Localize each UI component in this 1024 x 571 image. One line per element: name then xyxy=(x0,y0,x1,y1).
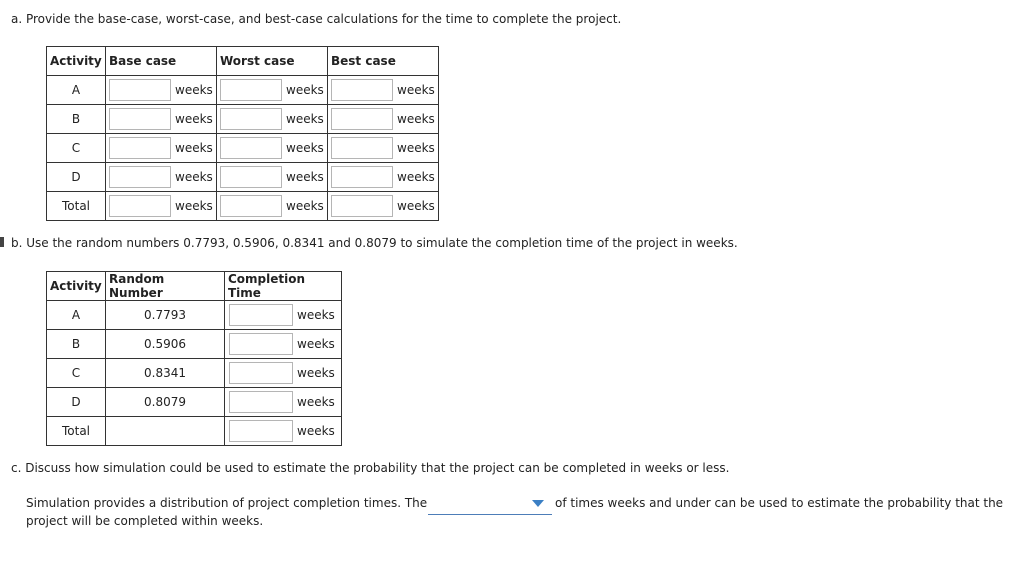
best-case-cell xyxy=(328,76,439,105)
header-activity: Activity xyxy=(47,272,106,301)
unit-label: weeks xyxy=(175,83,213,97)
best-case-cell xyxy=(328,134,439,163)
answer-sentence-start: Simulation provides a distribution of project completion times. The xyxy=(26,496,428,510)
base-case-input[interactable] xyxy=(109,137,171,159)
unit-label: weeks xyxy=(286,141,324,155)
unit-label: weeks xyxy=(297,308,335,322)
activity-label: D xyxy=(47,388,106,417)
worst-case-input[interactable] xyxy=(220,108,282,130)
unit-label: weeks xyxy=(297,366,335,380)
best-case-input[interactable] xyxy=(331,195,393,217)
activity-label: D xyxy=(47,163,106,192)
table-row xyxy=(47,105,439,134)
base-case-input[interactable] xyxy=(109,195,171,217)
unit-label: weeks xyxy=(286,83,324,97)
activity-label: A xyxy=(47,76,106,105)
worst-case-cell xyxy=(217,192,328,221)
base-case-cell xyxy=(106,134,217,163)
unit-label: weeks xyxy=(297,395,335,409)
table-row xyxy=(47,134,439,163)
part-b-question: b. Use the random numbers 0.7793, 0.5906, 0.8341 and 0.8079 to simulate the completion time of the project in weeks. xyxy=(11,236,738,250)
worst-case-input[interactable] xyxy=(220,195,282,217)
unit-label: weeks xyxy=(397,170,435,184)
activity-label: Total xyxy=(47,192,106,221)
worst-case-input[interactable] xyxy=(220,166,282,188)
completion-time-input[interactable] xyxy=(229,420,293,442)
unit-label: weeks xyxy=(175,112,213,126)
answer-sentence-end: of times weeks and under can be used to estimate the probability that the xyxy=(555,496,1004,510)
activity-label: C xyxy=(47,134,106,163)
unit-label: weeks xyxy=(175,170,213,184)
base-case-cell xyxy=(106,76,217,105)
table-header-row xyxy=(47,47,439,76)
completion-time-cell xyxy=(225,388,342,417)
worst-case-cell xyxy=(217,163,328,192)
base-worst-best-table xyxy=(46,46,439,221)
unit-label: weeks xyxy=(297,424,335,438)
worst-case-cell xyxy=(217,76,328,105)
unit-label: weeks xyxy=(397,141,435,155)
random-number: 0.8341 xyxy=(106,359,225,388)
base-case-cell xyxy=(106,192,217,221)
best-case-input[interactable] xyxy=(331,108,393,130)
header-best-case: Best case xyxy=(328,47,439,76)
completion-time-input[interactable] xyxy=(229,304,293,326)
unit-label: weeks xyxy=(286,170,324,184)
activity-label: B xyxy=(47,330,106,359)
dropdown-arrow-icon xyxy=(532,500,544,507)
unit-label: weeks xyxy=(397,83,435,97)
worst-case-cell xyxy=(217,105,328,134)
header-activity: Activity xyxy=(47,47,106,76)
completion-time-input[interactable] xyxy=(229,333,293,355)
activity-label: Total xyxy=(47,417,106,446)
table-row xyxy=(47,301,342,330)
unit-label: weeks xyxy=(175,141,213,155)
header-worst-case: Worst case xyxy=(217,47,328,76)
proportion-dropdown[interactable] xyxy=(428,495,552,515)
best-case-cell xyxy=(328,105,439,134)
completion-time-cell xyxy=(225,359,342,388)
unit-label: weeks xyxy=(286,199,324,213)
part-c-question: c. Discuss how simulation could be used to estimate the probability that the project can be completed in weeks or less. xyxy=(11,461,730,475)
random-number: 0.8079 xyxy=(106,388,225,417)
completion-time-input[interactable] xyxy=(229,391,293,413)
simulation-table xyxy=(46,271,342,446)
worst-case-cell xyxy=(217,134,328,163)
random-number xyxy=(106,417,225,446)
worst-case-input[interactable] xyxy=(220,79,282,101)
question-marker xyxy=(0,237,4,247)
base-case-input[interactable] xyxy=(109,108,171,130)
table-row xyxy=(47,192,439,221)
unit-label: weeks xyxy=(297,337,335,351)
completion-time-cell xyxy=(225,417,342,446)
completion-time-cell xyxy=(225,301,342,330)
base-case-input[interactable] xyxy=(109,79,171,101)
activity-label: C xyxy=(47,359,106,388)
activity-label: B xyxy=(47,105,106,134)
random-number: 0.7793 xyxy=(106,301,225,330)
random-number: 0.5906 xyxy=(106,330,225,359)
header-completion-time: Completion Time xyxy=(225,272,342,301)
base-case-input[interactable] xyxy=(109,166,171,188)
completion-time-input[interactable] xyxy=(229,362,293,384)
table-row xyxy=(47,359,342,388)
unit-label: weeks xyxy=(286,112,324,126)
unit-label: weeks xyxy=(397,112,435,126)
base-case-cell xyxy=(106,105,217,134)
unit-label: weeks xyxy=(397,199,435,213)
best-case-input[interactable] xyxy=(331,79,393,101)
completion-time-cell xyxy=(225,330,342,359)
best-case-cell xyxy=(328,163,439,192)
table-row xyxy=(47,330,342,359)
table-row xyxy=(47,388,342,417)
best-case-input[interactable] xyxy=(331,166,393,188)
activity-label: A xyxy=(47,301,106,330)
worst-case-input[interactable] xyxy=(220,137,282,159)
header-random-number: Random Number xyxy=(106,272,225,301)
header-base-case: Base case xyxy=(106,47,217,76)
base-case-cell xyxy=(106,163,217,192)
table-row xyxy=(47,163,439,192)
unit-label: weeks xyxy=(175,199,213,213)
table-header-row xyxy=(47,272,342,301)
best-case-input[interactable] xyxy=(331,137,393,159)
best-case-cell xyxy=(328,192,439,221)
table-row xyxy=(47,76,439,105)
table-row xyxy=(47,417,342,446)
answer-sentence-line2: project will be completed within weeks. xyxy=(26,514,264,528)
part-a-question: a. Provide the base-case, worst-case, and best-case calculations for the time to complete the project. xyxy=(11,12,622,26)
